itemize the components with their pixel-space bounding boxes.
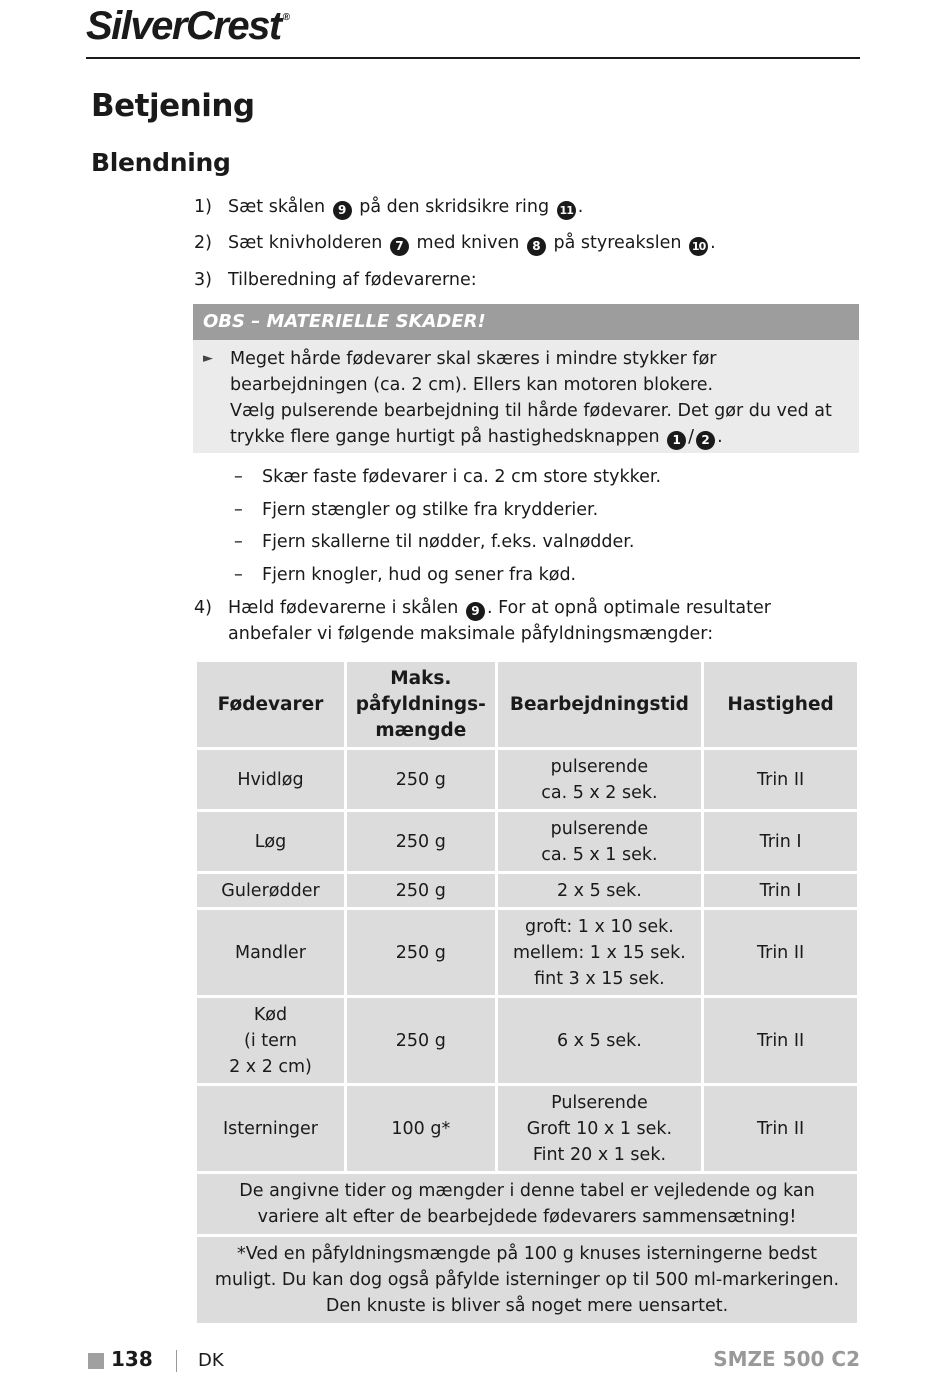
step-number: 4) xyxy=(194,598,212,618)
dash-item xyxy=(234,562,576,588)
header-line: Hastighed xyxy=(727,693,834,715)
ref-separator: / xyxy=(688,427,695,447)
dash-item xyxy=(234,497,598,523)
warning-line-2 xyxy=(230,398,849,450)
cell-food xyxy=(196,811,346,873)
warning-line-1: Meget hårde fødevarer skal skæres i mindre stykker før bearbejdningen (ca. 2 cm). Ellers kan motoren blokere. xyxy=(230,349,717,395)
dash-icon: – xyxy=(234,532,243,552)
step-number: 2) xyxy=(194,233,212,253)
brand-name: SilverCrest xyxy=(86,4,281,48)
table-note-2: *Ved en påfyldningsmængde på 100 g knuses isterningerne bedst muligt. Du kan dog også påfylde isterninger op til 500 ml-markeringen. Den knuste is bliver så noget mere uensartet. xyxy=(196,1236,859,1325)
cell-line: Mandler xyxy=(235,942,306,963)
cell-time xyxy=(496,1085,702,1173)
step-text xyxy=(228,194,848,220)
header-rule xyxy=(86,57,860,59)
cell-line: 6 x 5 sek. xyxy=(556,1030,642,1051)
header-food xyxy=(196,661,346,749)
table-note-1: De angivne tider og mængder i denne tabel er vejledende og kan variere alt efter de bearbejdede fødevarers sammensætning! xyxy=(196,1173,859,1236)
cell-line: pulserende xyxy=(550,756,649,777)
cell-speed: Trin II xyxy=(703,749,859,811)
step-text-part: Hæld fødevarerne i skålen xyxy=(228,598,459,618)
cell-food xyxy=(196,749,346,811)
cell-food xyxy=(196,997,346,1085)
cell-time xyxy=(496,909,702,997)
page-title: Betjening xyxy=(91,88,255,124)
step-text-part: på den skridsikre ring xyxy=(359,197,550,217)
table-row xyxy=(196,997,859,1085)
section-title: Blendning xyxy=(91,148,231,177)
cell-line: ca. 5 x 2 sek. xyxy=(541,782,658,803)
table-note-row xyxy=(196,1173,859,1236)
food-table xyxy=(194,659,860,1326)
cell-speed: Trin II xyxy=(703,1085,859,1173)
ref-7-icon: 7 xyxy=(390,237,409,256)
step-text xyxy=(228,595,858,647)
dash-icon: – xyxy=(234,467,243,487)
ref-2-icon: 2 xyxy=(696,431,715,450)
step-1 xyxy=(194,194,848,220)
table-row xyxy=(196,909,859,997)
step-number: 3) xyxy=(194,270,212,290)
cell-line: mellem: 1 x 15 sek. xyxy=(512,942,686,963)
step-3 xyxy=(194,267,848,293)
ref-8-icon: 8 xyxy=(527,237,546,256)
dash-item xyxy=(234,464,661,490)
cell-line: Løg xyxy=(254,831,287,852)
cell-line: groft: 1 x 10 sek. xyxy=(525,916,674,937)
header-amount xyxy=(345,661,496,749)
ref-9-icon: 9 xyxy=(333,201,352,220)
cell-time xyxy=(496,997,702,1085)
step-4 xyxy=(194,595,858,647)
pointer-arrow-icon: ► xyxy=(203,351,213,366)
table-row xyxy=(196,811,859,873)
language-code: DK xyxy=(198,1350,224,1371)
cell-speed: Trin II xyxy=(703,997,859,1085)
cell-line: ca. 5 x 1 sek. xyxy=(541,844,658,865)
cell-line: 2 x 2 cm) xyxy=(229,1056,312,1077)
step-text: Tilberedning af fødevarerne: xyxy=(228,270,477,290)
cell-speed: Trin I xyxy=(703,873,859,909)
table-row xyxy=(196,749,859,811)
cell-food xyxy=(196,1085,346,1173)
cell-time xyxy=(496,873,702,909)
warning-title: OBS – MATERIELLE SKADER! xyxy=(193,304,859,340)
header-line: Bearbejdningstid xyxy=(509,693,689,715)
cell-line: pulserende xyxy=(550,818,649,839)
cell-line: Isterninger xyxy=(223,1118,318,1139)
header-line: mængde xyxy=(375,719,467,741)
table-note-row xyxy=(196,1236,859,1325)
cell-time xyxy=(496,811,702,873)
header-speed xyxy=(703,661,859,749)
dash-item-text: Fjern skallerne til nødder, f.eks. valnødder. xyxy=(262,532,635,552)
table-header-row xyxy=(196,661,859,749)
ref-9-icon: 9 xyxy=(466,602,485,621)
cell-line: (i tern xyxy=(244,1030,297,1051)
dash-icon: – xyxy=(234,500,243,520)
cell-amount: 250 g xyxy=(345,873,496,909)
warning-text xyxy=(230,346,849,453)
dash-icon: – xyxy=(234,565,243,585)
step-text-part: Sæt knivholderen xyxy=(228,233,383,253)
step-text-part: med kniven xyxy=(416,233,520,253)
step-text-part: . xyxy=(577,197,584,217)
ref-10-icon: 10 xyxy=(689,237,708,256)
cell-line: Kød xyxy=(253,1004,288,1025)
step-text-part: . For at opnå optimale resultater anbefaler vi følgende maksimale påfyldningsmængder: xyxy=(228,598,771,644)
cell-food xyxy=(196,873,346,909)
header-line: påfyldnings- xyxy=(355,693,486,715)
warning-line-2-text: Vælg pulserende bearbejdning til hårde fødevarer. Det gør du ved at trykke flere gange hurtigt på hastighedsknappen xyxy=(230,401,832,447)
step-text-part: . xyxy=(710,233,716,253)
cell-food xyxy=(196,909,346,997)
dash-item xyxy=(234,529,634,555)
header-line: Maks. xyxy=(390,667,452,689)
model-number: SMZE 500 C2 xyxy=(713,1347,860,1371)
footer-divider xyxy=(176,1350,177,1372)
table-row xyxy=(196,873,859,909)
cell-line: Pulserende xyxy=(551,1092,648,1113)
cell-speed: Trin I xyxy=(703,811,859,873)
cell-line: 2 x 5 sek. xyxy=(556,880,642,901)
cell-amount: 250 g xyxy=(345,997,496,1085)
cell-line: Fint 20 x 1 sek. xyxy=(532,1144,667,1165)
cell-line: Groft 10 x 1 sek. xyxy=(526,1118,673,1139)
dash-item-text: Fjern knogler, hud og sener fra kød. xyxy=(262,565,577,585)
warning-end: . xyxy=(717,427,723,447)
step-text-part: på styreakslen xyxy=(553,233,682,253)
page-number: 138 xyxy=(111,1347,153,1371)
brand-logo xyxy=(86,4,289,49)
header-time xyxy=(496,661,702,749)
step-text xyxy=(228,230,848,256)
ref-11-icon: 11 xyxy=(557,201,576,220)
warning-body xyxy=(193,340,859,453)
cell-speed: Trin II xyxy=(703,909,859,997)
cell-line: Hvidløg xyxy=(237,769,304,790)
cell-amount: 250 g xyxy=(345,749,496,811)
ref-1-icon: 1 xyxy=(667,431,686,450)
step-2 xyxy=(194,230,848,256)
footer-square-icon xyxy=(88,1353,104,1369)
cell-amount: 100 g* xyxy=(345,1085,496,1173)
step-text-part: Sæt skålen xyxy=(228,197,326,217)
dash-item-text: Fjern stængler og stilke fra krydderier. xyxy=(262,500,599,520)
header-line: Fødevarer xyxy=(217,693,324,715)
cell-time xyxy=(496,749,702,811)
cell-amount: 250 g xyxy=(345,909,496,997)
dash-item-text: Skær faste fødevarer i ca. 2 cm store stykker. xyxy=(262,467,662,487)
cell-line: Gulerødder xyxy=(221,880,320,901)
table-row xyxy=(196,1085,859,1173)
registered-mark: ® xyxy=(282,12,289,23)
step-number: 1) xyxy=(194,197,212,217)
cell-line: fint 3 x 15 sek. xyxy=(534,968,665,989)
cell-amount: 250 g xyxy=(345,811,496,873)
